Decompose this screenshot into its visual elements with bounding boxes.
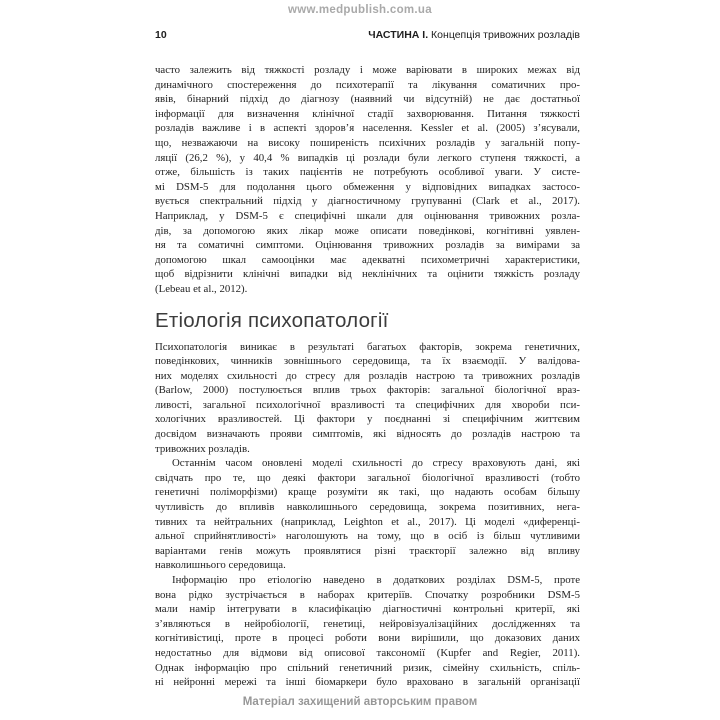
text-line: ливості, загальної психологічної вразливості та специфічних для хвороби пси- [155, 398, 580, 411]
text-line: що, незважаючи на високу поширеність психічних розладів у загальній попу- [155, 136, 580, 149]
text-line: тривожних розладів. [155, 442, 250, 455]
text-line: мі DSM-5 для подолання цього обмеження у відповідних випадках застосо- [155, 180, 580, 193]
text-line: Однак інформацію про спільний генетичний ризик, сімейну схильність, спіль- [155, 661, 580, 674]
text-line: явів, бінарний підхід до діагнозу (наявний чи відсутній) не дає достатньої [155, 93, 580, 106]
text-line: варіантами генів можуть проявлятися різні траєкторії залежно від впливу [155, 544, 580, 557]
text-line: щоб відрізнити клінічні випадки від неклінічних та оцінити тяжкість розладу [155, 268, 580, 281]
text-line: ня та соматичні симптоми. Оцінювання тривожних розладів за вимірами за [155, 239, 580, 252]
running-head-part-label: ЧАСТИНА І. [368, 29, 429, 41]
page-number: 10 [155, 29, 167, 41]
text-line: ні нейронні мережі та інші біомаркери було враховано в загальній організації [155, 676, 580, 689]
text-line: навколишнього середовища. [155, 559, 286, 572]
text-line: вона рідко зустрічається в наборах критеріїв. Спочатку розробники DSM-5 [155, 588, 580, 601]
text-line: дів, за допомогою яких лікар може описати поведінкові, когнітивні уявлен- [155, 224, 580, 237]
text-line: когнітивістиці, проте в процесі роботи вони вирішили, що доказових даних [155, 632, 580, 645]
text-line: (Lebeau et al., 2012). [155, 282, 248, 295]
text-line: недостатньо для відмови від описової таксономії (Kupfer and Regier, 2011). [155, 646, 580, 659]
text-line: отже, більшість із таких пацієнтів не потребують особливої уваги. У систе- [155, 166, 580, 179]
text-line: з’являються в нейробіології, генетиці, нейровізуалізаційних дослідженнях та [155, 617, 580, 630]
text-line: розладів важливе і в аспекті здоров’я населення. Kessler et al. (2005) з’ясували, [155, 122, 580, 135]
paragraph [155, 573, 580, 690]
text-line: Наприклад, у DSM-5 є специфічні шкали для оцінювання тривожних розла- [155, 209, 580, 222]
page-header [155, 29, 580, 41]
text-line: чутливість до впливів навколишнього середовища, зокрема позитивних, нега- [155, 501, 580, 514]
text-line: альної сприйнятливості» наголошують на тому, що в осіб із більш чутливими [155, 530, 580, 543]
text-line: часто залежить від тяжкості розладу і може варіювати в широких межах від [155, 64, 580, 76]
text-line: Психопатологія виникає в результаті багатьох факторів, зокрема генетичних, [155, 340, 580, 353]
text-line: тивних та нейтральних (наприклад, Leighton et al., 2017). Ці моделі «диференці- [155, 515, 580, 528]
text-line: хологічних вразливостей. Ці фактори у поєднанні зі специфічним життєвим [155, 413, 580, 426]
text-line: вується спектральний підхід у діагностичному групуванні (Clark et al., 2017). [155, 195, 580, 208]
text-line: ляції (26,2 %), у 40,4 % випадків ці розлади були легкого ступеня тяжкості, а [155, 151, 580, 164]
watermark-url: www.medpublish.com.ua [288, 4, 432, 16]
text-line: мали намір інтегрувати в класифікацію діагностичні контрольні критерії, які [155, 603, 580, 616]
text-line: поведінкових, чинників зовнішнього середовища, та їх взаємодії. У валідова- [155, 355, 580, 368]
text-line: динамічного спостереження до психотерапії та лікування соматичних про- [155, 78, 580, 91]
text-line: свідчать про те, що деякі фактори загальної біологічної вразливості (тобто [155, 471, 580, 484]
paragraph [155, 63, 580, 297]
text-line: допомогою шкал самооцінки має адекватні психометричні характеристики, [155, 253, 580, 266]
running-head-chapter-title: Концепція тривожних розладів [428, 29, 580, 41]
text-line: (Barlow, 2000) постулюється вплив трьох факторів: загальної біологічної враз- [155, 384, 580, 397]
text-line: інформації для визначення клінічної стадії захворювання. Питання тяжкості [155, 107, 580, 120]
page-body [155, 63, 580, 690]
text-line: генетичні поліморфізми) краще розуміти як такі, що надають особам більшу [155, 486, 580, 499]
text-line: них моделях схильності до стресу для розладів настрою та тривожних розладів [155, 369, 580, 382]
text-line: Останнім часом оновлені моделі схильності до стресу враховують дані, які [172, 457, 580, 470]
text-line: Інформацію про етіологію наведено в додаткових розділах DSM-5, проте [172, 574, 580, 586]
text-line: досвідом визначають прояви симптомів, які відносять до розладів настрою та [155, 428, 580, 441]
paragraph [155, 456, 580, 573]
paragraph [155, 340, 580, 457]
copyright-notice: Матеріал захищений авторським правом [242, 696, 478, 708]
section-heading: Етіологія психопатології [155, 308, 389, 332]
running-head [368, 29, 580, 41]
